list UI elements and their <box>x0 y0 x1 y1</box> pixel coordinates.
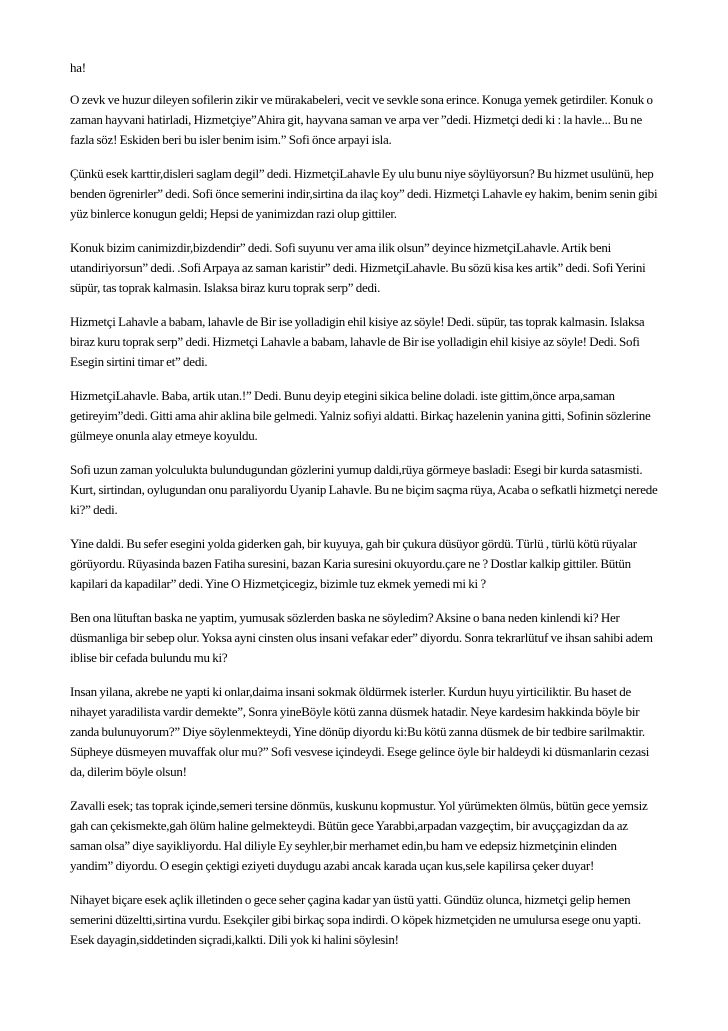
paragraph-7: Sofi uzun zaman yolculukta bulundugundan gözlerini yumup daldi,rüya görmeye basladi: Esegi bir kurda satasmisti. Kurt, sirtindan, oylugundan onu paraliyordu Uyanip Lahavle. Bu ne biçim saçma rüya, Acaba o sefkatli hizmetçi nerede ki?” dedi. <box>70 462 658 517</box>
paragraph-3: Çünkü esek karttir,disleri saglam degil” dedi. HizmetçiLahavle Ey ulu bunu niye söylüyorsun? Bu hizmet usulünü, hep benden ögrenirler” dedi. Sofi önce semerini indir,sirtina da ilaç koy” dedi. Hizmetçi Lahavle ey hakim, benim senin gibi yüz binlerce konugun geldi; Hepsi de yanimizdan razi olup gittiler. <box>70 166 658 221</box>
paragraph-4: Konuk bizim canimizdir,bizdendir” dedi. Sofi suyunu ver ama ilik olsun” deyince hizmetçiLahavle. Artik beni utandiriyorsun” dedi. .Sofi Arpaya az saman karistir” dedi. HizmetçiLahavle. Bu sözü kisa kes artik” dedi. Sofi Yerini süpür, tas toprak kalmasin. Islaksa biraz kuru toprak serp” dedi. <box>70 240 646 295</box>
paragraph-12: Nihayet biçare esek açlik illetinden o gece seher çagina kadar yan üstü yatti. Gündüz olunca, hizmetçi gelip hemen semerini düzeltti,sirtina vurdu. Esekçiler gibi birkaç sopa indirdi. O köpek hizmetçiden ne umulursa esege onu yapti. Esek dayagin,siddetinden siçradi,kalkti. Dili yok ki halini söylesin! <box>70 892 641 947</box>
paragraph-9: Ben ona lütuftan baska ne yaptim, yumusak sözlerden baska ne söyledim? Aksine o bana neden kinlendi ki? Her düsmanliga bir sebep olur. Yoksa ayni cinsten olus insani vefakar eder” diyordu. Sonra tekrarlütuf ve ihsan sahibi adem iblise bir cefada bulundu mu ki? <box>70 610 653 665</box>
document-page <box>70 58 660 964</box>
paragraph-5: Hizmetçi Lahavle a babam, lahavle de Bir ise yolladigin ehil kisiye az söyle! Dedi. süpür, tas toprak kalmasin. Islaksa biraz kuru toprak serp” dedi. Hizmetçi Lahavle a babam, lahavle de Bir ise yolladigin ehil kisiye az söyle! Dedi. Sofi Esegin sirtini timar et” dedi. <box>70 314 645 369</box>
paragraph-6: HizmetçiLahavle. Baba, artik utan.!” Dedi. Bunu deyip etegini sikica beline doladi. iste gittim,önce arpa,saman getireyim”dedi. Gitti ama ahir aklina bile gelmedi. Yalniz sofiyi aldatti. Birkaç hazelenin yanina gitti, Sofinin sözlerine gülmeye onunla alay etmeye koyuldu. <box>70 388 651 443</box>
paragraph-11: Zavalli esek; tas toprak içinde,semeri tersine dönmüs, kuskunu kopmustur. Yol yürümekten ölmüs, bütün gece yemsiz gah can çekismekte,gah ölüm haline gelmekteydi. Bütün gece Yarabbi,arpadan vazgeçtim, bir avuççagizdan da az saman olsa” diye sayikliyordu. Hal diliyle Ey seyhler,bir merhamet edin,bu ham ve edepsiz hizmetçinin elinden yandim” diyordu. O esegin çektigi eziyeti duydugu azabi ancak karada uçan kus,sele kapilirsa çeker duyar! <box>70 798 648 873</box>
paragraph-8: Yine daldi. Bu sefer esegini yolda giderken gah, bir kuyuya, gah bir çukura düsüyor gördü. Türlü , türlü kötü rüyalar görüyordu. Rüyasinda bazen Fatiha suresini, bazan Karia suresini okuyordu.çare ne ? Dostlar kalkip gittiler. Bütün kapilari da kapadilar” dedi. Yine O Hizmetçicegiz, bizimle tuz ekmek yemedi mi ki ? <box>70 536 637 591</box>
paragraph-2: O zevk ve huzur dileyen sofilerin zikir ve mürakabeleri, vecit ve sevkle sona erince. Konuga yemek getirdiler. Konuk o zaman hayvani hatirladi, Hizmetçiye”Ahira git, hayvana saman ve arpa ver ”dedi. Hizmetçi dedi ki : la havle... Bu ne fazla söz! Eskiden beri bu isler benim isim.” Sofi önce arpayi isla. <box>70 92 653 147</box>
paragraph-10: Insan yilana, akrebe ne yapti ki onlar,daima insani sokmak öldürmek isterler. Kurdun huyu yirticiliktir. Bu haset de nihayet yaradilista vardir demekte”, Sonra yineBöyle kötü zanna düsmek hatadir. Neye kardesim hakkinda böyle bir zanda bulunuyorum?” Diye söylenmekteydi, Yine dönüp diyordu ki:Bu kötü zanna düsmek de bir tedbire sarilmaktir. Süpheye düsmeyen muvaffak olur mu?” Sofi vesvese içindeydi. Esege gelince öyle bir haldeydi ki düsmanlarin cezasi da, dilerim böyle olsun! <box>70 684 650 779</box>
paragraph-1: ha! <box>70 60 86 75</box>
